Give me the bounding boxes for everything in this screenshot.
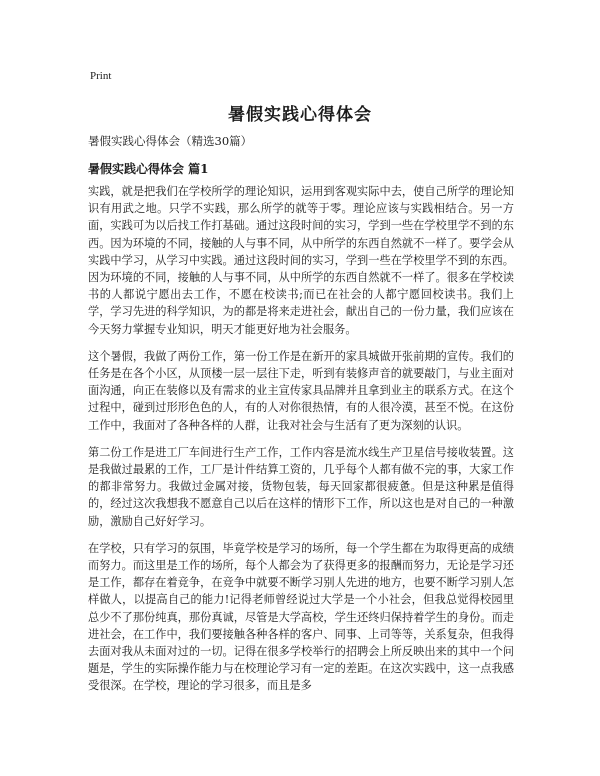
article-body: [88, 183, 514, 705]
page-title: 暑假实践心得体会: [228, 105, 372, 125]
print-link[interactable]: Print: [90, 70, 112, 82]
paragraph-1: 实践，就是把我们在学校所学的理论知识，运用到客观实际中去，使自己所学的理论知识有用武之地。只学不实践，那么所学的就等于零。理论应该与实践相结合。另一方面，实践可为以后找工作打基础。通过这段时间的实习，学到一些在学校里学不到的东西。因为环境的不同，接触的人与事不同，从中所学的东西自然就不一样了。要学会从实践中学习，从学习中实践。通过这段时间的实习，学到一些在学校里学不到的东西。因为环境的不同，接触的人与事不同，从中所学的东西自然就不一样了。很多在学校读书的人都说宁愿出去工作，不愿在校读书;而已在社会的人都宁愿回校读书。我们上学，学习先进的科学知识，为的都是将来走进社会，献出自己的一份力量，我们应该在今天努力掌握专业知识，明天才能更好地为社会服务。: [88, 185, 514, 336]
paragraph-4: 在学校，只有学习的氛围，毕竟学校是学习的场所，每一个学生都在为取得更高的成绩而努力。而这里是工作的场所，每个人都会为了获得更多的报酬而努力，无论是学习还是工作，都存在着竞争，在竞争中就要不断学习别人先进的地方，也要不断学习别人怎样做人，以提高自己的能力!记得老师曾经说过大学是一个小社会，但我总觉得校园里总少不了那份纯真，那份真诚，尽管是大学高校，学生还终归保持着学生的身份。而走进社会，在工作中，我们要接触各种各样的客户、同事、上司等等，关系复杂，但我得去面对我从未面对过的一切。记得在很多学校举行的招聘会上所反映出来的其中一个问题是，学生的实际操作能力与在校理论学习有一定的差距。在这次实践中，这一点我感受很深。在学校，理论的学习很多，而且是多: [88, 541, 514, 693]
paragraph-2: 这个暑假，我做了两份工作，第一份工作是在新开的家具城做开张前期的宣传。我们的任务是在各个小区，从顶楼一层一层往下走，听到有装修声音的就要敲门，与业主面对面沟通，向正在装修以及有需求的业主宣传家具品牌并且拿到业主的联系方式。在这个过程中，碰到过形形色色的人，有的人对你很热情，有的人很冷漠，甚至不悦。在这份工作中，我面对了各种各样的人群，让我对社会与生活有了更为深刻的认识。: [88, 349, 514, 432]
section-heading: 暑假实践心得体会 篇1: [88, 162, 209, 176]
paragraph-3: 第二份工作是进工厂车间进行生产工作，工作内容是流水线生产卫星信号接收装置。这是我做过最累的工作，工厂是计件结算工资的，几乎每个人都有做不完的事，大家工作的都非常努力。我做过金属对接，货物包装，每天回家都很疲惫。但是这种累是值得的，经过这次我想我不愿意自己以后在这样的情形下工作，所以这也是对自己的一种激励，激励自己好好学习。: [88, 445, 514, 528]
document-subtitle: 暑假实践心得体会（精选30篇）: [88, 134, 253, 148]
